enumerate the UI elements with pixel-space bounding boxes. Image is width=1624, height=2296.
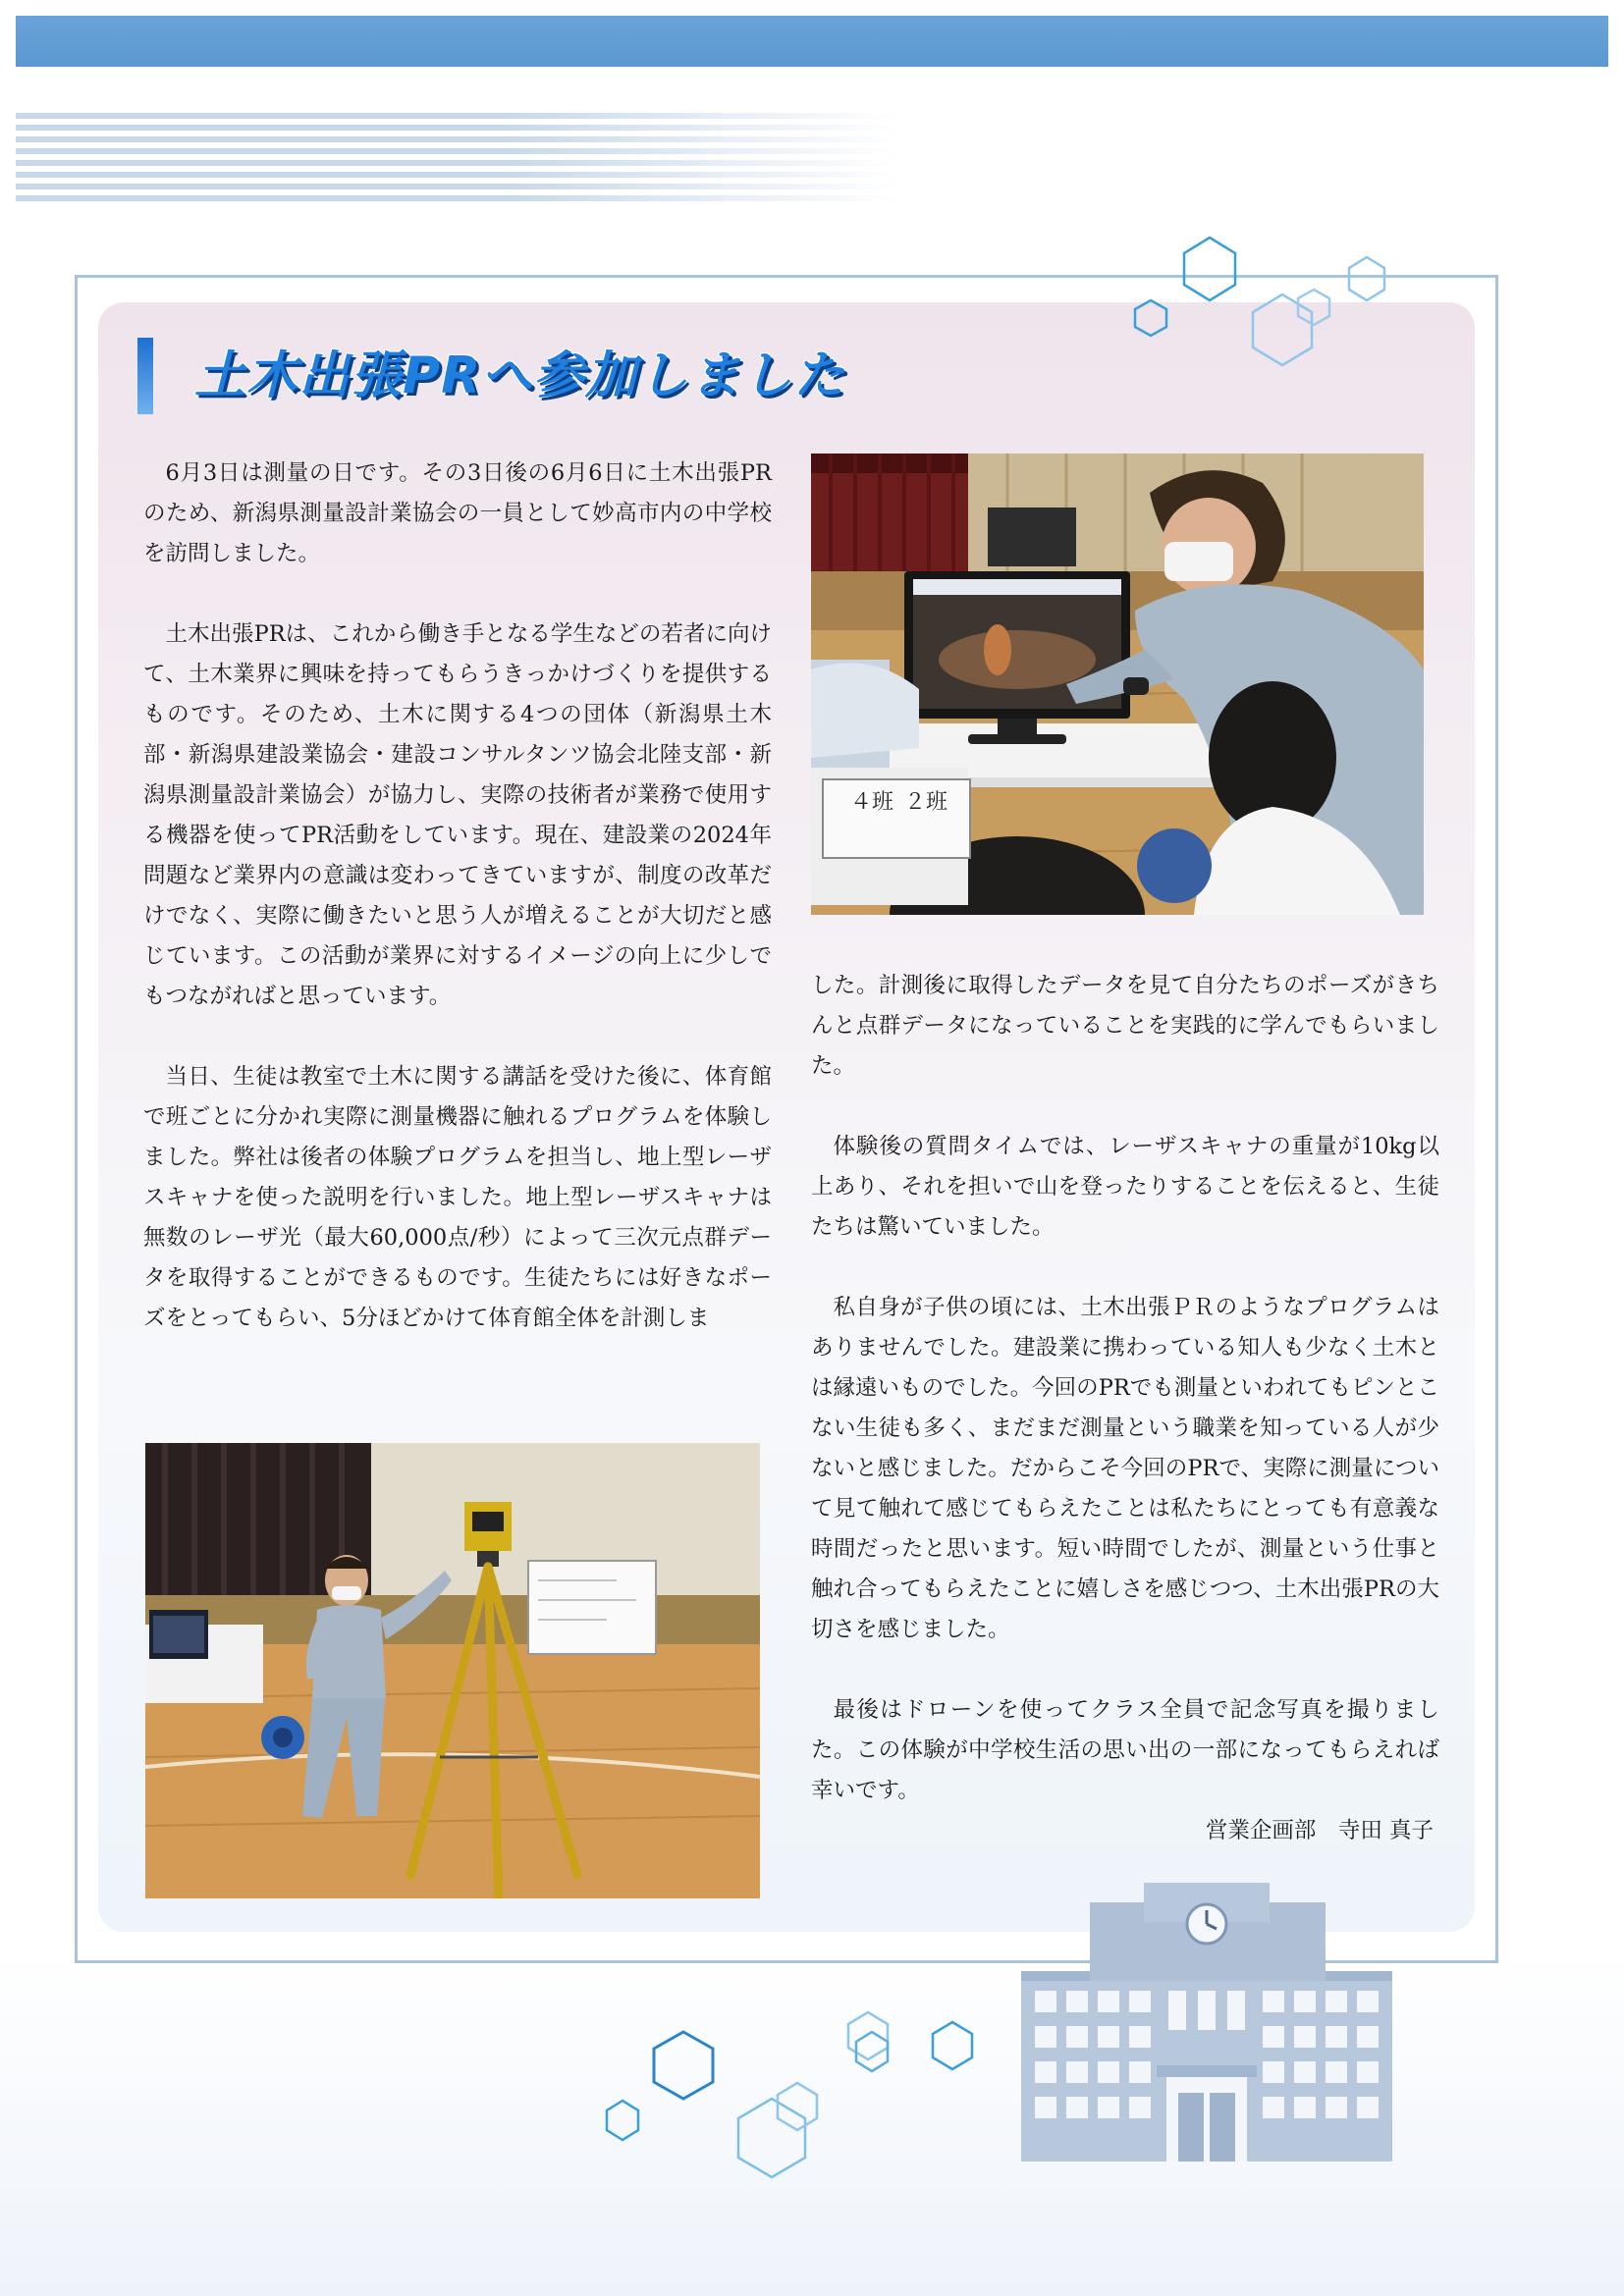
article-heading	[137, 334, 923, 418]
article-column-left	[143, 454, 772, 1379]
header-bar	[16, 16, 1608, 67]
heading-accent-bar	[137, 338, 153, 414]
paragraph: 体験後の質問タイムでは、レーザスキャナの重量が10kg以上あり、それを担いで山を登ったりすることを伝えると、生徒たちは驚いていました。	[811, 1134, 1439, 1240]
article-title: 土木出張PRへ参加しました	[194, 347, 846, 405]
paragraph: 最後はドローンを使ってクラス全員で記念写真を撮りました。この体験が中学校生活の思い出の一部になってもらえれば幸いです。	[811, 1697, 1439, 1803]
paragraph: 土木出張PRは、これから働き手となる学生などの若者に向けて、土木業界に興味を持ってもらうきっかけづくりを提供するものです。そのため、土木に関する4つの団体（新潟県土木部・新潟県建設業協会・建設コンサルタンツ協会北陸支部・新潟県測量設計業協会）が協力し、実際の技術者が業務で使用する機器を使ってPR活動をしています。現在、建設業の2024年問題など業界内の意識は変わってきていますが、制度の改革だけでなく、実際に働きたいと思う人が増えることが大切だと感じています。この活動が業界に対するイメージの向上に少しでもつながればと思っています。	[143, 621, 772, 1009]
photo-gym-measurement	[145, 1443, 760, 1898]
photo-scanner-demo	[811, 454, 1424, 915]
sign-label-team-2: ２班	[904, 790, 948, 815]
paragraph: 6月3日は測量の日です。その3日後の6月6日に土木出張PRのため、新潟県測量設計業協会の一員として妙高市内の中学校を訪問しました。	[143, 460, 772, 566]
article-column-right	[811, 966, 1439, 1892]
article-signature: 営業企画部 寺田 真子	[1205, 1818, 1434, 1843]
header-stripes	[16, 113, 899, 206]
paragraph: 私自身が子供の頃には、土木出張ＰＲのようなプログラムはありませんでした。建設業に携わっている知人も少なく土木とは縁遠いものでした。今回のPRでも測量といわれてもピンとこない生徒も多く、まだまだ測量という職業を知っている人が少ないと感じました。だからこそ今回のPRで、実際に測量について見て触れて感じてもらえたことは私たちにとっても有意義な時間だったと思います。短い時間でしたが、測量という仕事と触れ合ってもらえたことに嬉しさを感じつつ、土木出張PRの大切さを感じました。	[811, 1295, 1439, 1642]
paragraph: 当日、生徒は教室で土木に関する講話を受けた後に、体育館で班ごとに分かれ実際に測量機器に触れるプログラムを体験しました。弊社は後者の体験プログラムを担当し、地上型レーザスキャナを使った説明を行いました。地上型レーザスキャナは無数のレーザ光（最大60,000点/秒）によって三次元点群データを取得することができるものです。生徒たちには好きなポーズをとってもらい、5分ほどかけて体育館全体を計測しま	[143, 1064, 772, 1331]
sign-label-team-4: ４班	[850, 790, 894, 815]
paragraph: した。計測後に取得したデータを見て自分たちのポーズがきちんと点群データになっていることを実践的に学んでもらいました。	[811, 973, 1439, 1079]
school-building-illustration	[1021, 1883, 1392, 2162]
